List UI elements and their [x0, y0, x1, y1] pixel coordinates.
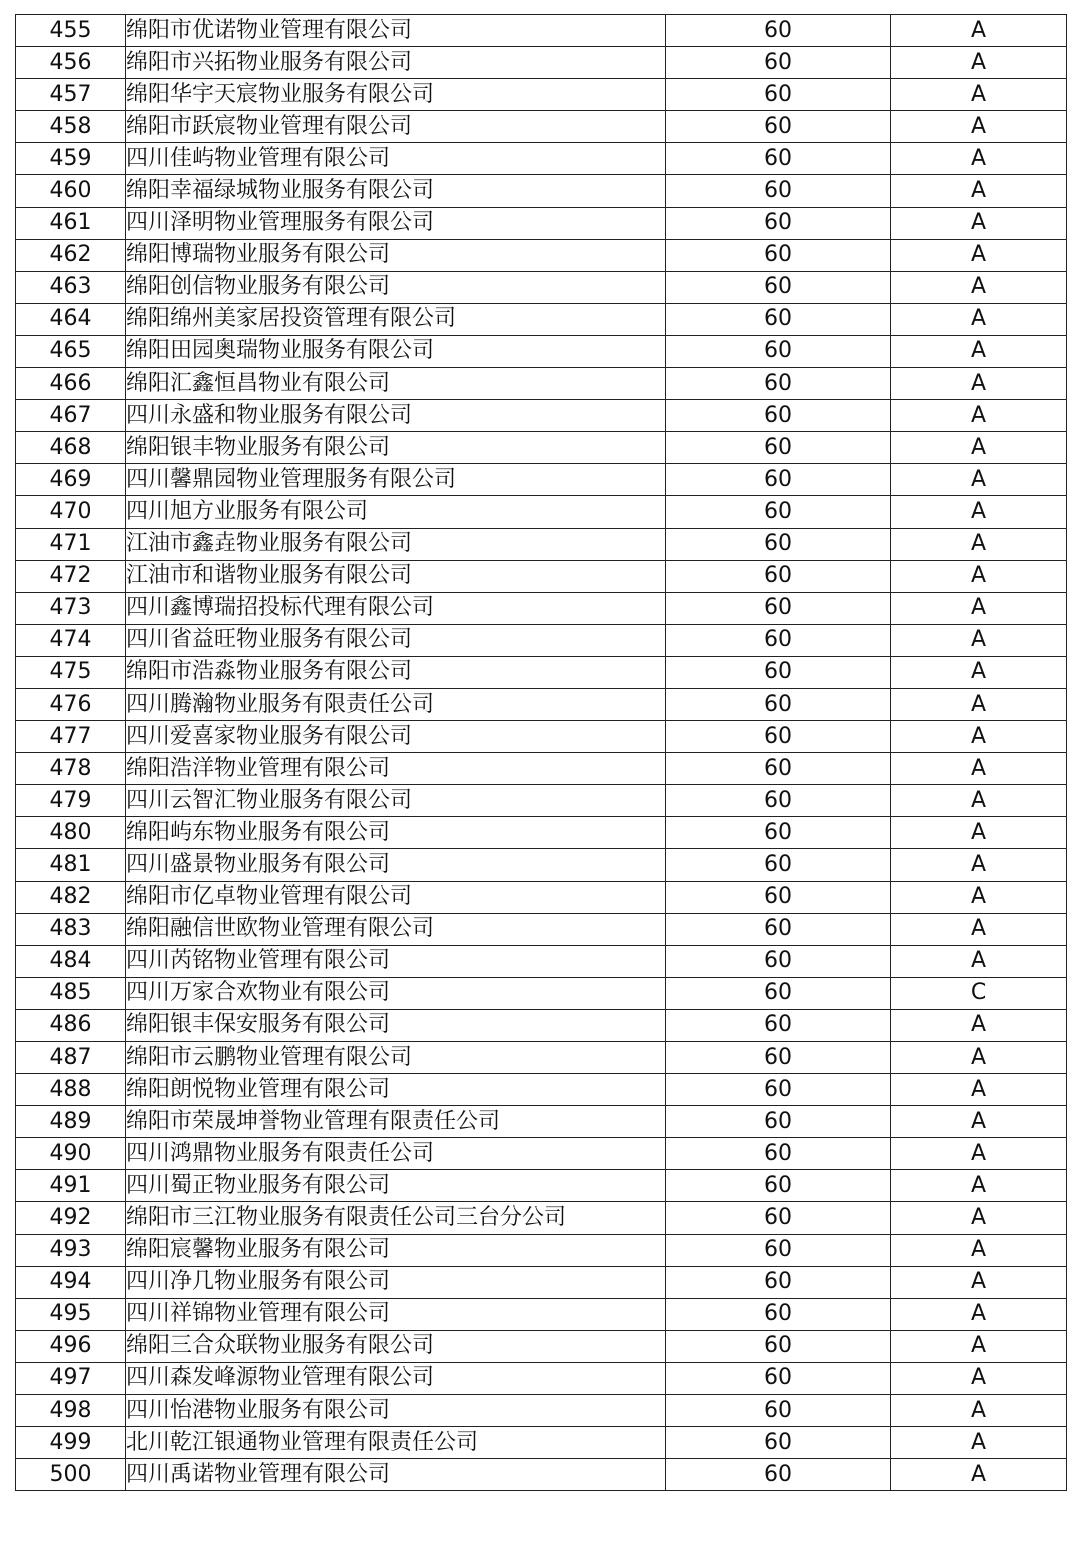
company-name-cell: 四川禹诺物业管理有限公司 — [126, 1459, 666, 1491]
company-name-cell: 绵阳市浩淼物业服务有限公司 — [126, 656, 666, 688]
company-name-cell: 绵阳宸馨物业服务有限公司 — [126, 1234, 666, 1266]
table-row — [16, 1266, 1067, 1298]
row-number-cell: 475 — [16, 656, 126, 688]
company-name-cell: 绵阳市荣晟坤誉物业管理有限责任公司 — [126, 1106, 666, 1138]
company-name-cell: 四川馨鼎园物业管理服务有限公司 — [126, 464, 666, 496]
grade-cell: A — [891, 207, 1067, 239]
row-number-cell: 462 — [16, 239, 126, 271]
table-row — [16, 592, 1067, 624]
row-number-cell: 499 — [16, 1427, 126, 1459]
table-row — [16, 753, 1067, 785]
company-name-cell: 四川净几物业服务有限公司 — [126, 1266, 666, 1298]
grade-cell: A — [891, 592, 1067, 624]
company-name-cell: 四川万家合欢物业有限公司 — [126, 977, 666, 1009]
table-row — [16, 1138, 1067, 1170]
row-number-cell: 474 — [16, 624, 126, 656]
row-number-cell: 498 — [16, 1395, 126, 1427]
score-cell: 60 — [666, 143, 891, 175]
score-cell: 60 — [666, 1170, 891, 1202]
row-number-cell: 477 — [16, 721, 126, 753]
company-name-cell: 四川旭方业服务有限公司 — [126, 496, 666, 528]
row-number-cell: 481 — [16, 849, 126, 881]
company-name-cell: 四川蜀正物业服务有限公司 — [126, 1170, 666, 1202]
grade-cell: A — [891, 528, 1067, 560]
grade-cell: A — [891, 464, 1067, 496]
table-row — [16, 977, 1067, 1009]
table-row — [16, 464, 1067, 496]
company-name-cell: 绵阳朗悦物业管理有限公司 — [126, 1074, 666, 1106]
row-number-cell: 479 — [16, 785, 126, 817]
row-number-cell: 470 — [16, 496, 126, 528]
score-cell: 60 — [666, 977, 891, 1009]
table-row — [16, 945, 1067, 977]
company-name-cell: 绵阳银丰物业服务有限公司 — [126, 432, 666, 464]
grade-cell: A — [891, 849, 1067, 881]
score-cell: 60 — [666, 560, 891, 592]
score-cell: 60 — [666, 817, 891, 849]
score-cell: 60 — [666, 881, 891, 913]
grade-cell: A — [891, 15, 1067, 47]
company-name-cell: 绵阳市优诺物业管理有限公司 — [126, 15, 666, 47]
company-name-cell: 绵阳绵州美家居投资管理有限公司 — [126, 303, 666, 335]
table-row — [16, 1298, 1067, 1330]
table-row — [16, 849, 1067, 881]
score-cell: 60 — [666, 1042, 891, 1074]
row-number-cell: 493 — [16, 1234, 126, 1266]
row-number-cell: 482 — [16, 881, 126, 913]
row-number-cell: 472 — [16, 560, 126, 592]
grade-cell: A — [891, 368, 1067, 400]
company-name-cell: 四川永盛和物业服务有限公司 — [126, 400, 666, 432]
table-row — [16, 496, 1067, 528]
row-number-cell: 483 — [16, 913, 126, 945]
grade-cell: A — [891, 1042, 1067, 1074]
grade-cell: A — [891, 239, 1067, 271]
score-cell: 60 — [666, 335, 891, 367]
row-number-cell: 496 — [16, 1330, 126, 1362]
row-number-cell: 456 — [16, 47, 126, 79]
company-name-cell: 四川怡港物业服务有限公司 — [126, 1395, 666, 1427]
score-cell: 60 — [666, 1459, 891, 1491]
grade-cell: A — [891, 1138, 1067, 1170]
score-cell: 60 — [666, 1234, 891, 1266]
row-number-cell: 495 — [16, 1298, 126, 1330]
table-row — [16, 79, 1067, 111]
grade-cell: A — [891, 335, 1067, 367]
grade-cell: A — [891, 1298, 1067, 1330]
grade-cell: A — [891, 560, 1067, 592]
company-name-cell: 绵阳屿东物业服务有限公司 — [126, 817, 666, 849]
company-name-cell: 四川云智汇物业服务有限公司 — [126, 785, 666, 817]
company-name-cell: 四川盛景物业服务有限公司 — [126, 849, 666, 881]
table-row — [16, 1362, 1067, 1394]
table-row — [16, 368, 1067, 400]
company-name-cell: 江油市和谐物业服务有限公司 — [126, 560, 666, 592]
row-number-cell: 480 — [16, 817, 126, 849]
row-number-cell: 458 — [16, 111, 126, 143]
table-row — [16, 432, 1067, 464]
row-number-cell: 471 — [16, 528, 126, 560]
grade-cell: A — [891, 1234, 1067, 1266]
row-number-cell: 459 — [16, 143, 126, 175]
grade-cell: A — [891, 271, 1067, 303]
grade-cell: A — [891, 432, 1067, 464]
grade-cell: A — [891, 721, 1067, 753]
grade-cell: A — [891, 175, 1067, 207]
row-number-cell: 500 — [16, 1459, 126, 1491]
grade-cell: A — [891, 1427, 1067, 1459]
table-row — [16, 1395, 1067, 1427]
company-name-cell: 绵阳田园奥瑞物业服务有限公司 — [126, 335, 666, 367]
score-cell: 60 — [666, 1266, 891, 1298]
company-name-cell: 绵阳市兴拓物业服务有限公司 — [126, 47, 666, 79]
table-row — [16, 1106, 1067, 1138]
company-name-cell: 四川芮铭物业管理有限公司 — [126, 945, 666, 977]
table-row — [16, 560, 1067, 592]
row-number-cell: 465 — [16, 335, 126, 367]
grade-cell: A — [891, 785, 1067, 817]
grade-cell: A — [891, 496, 1067, 528]
table-body — [16, 15, 1067, 1491]
row-number-cell: 468 — [16, 432, 126, 464]
table-row — [16, 656, 1067, 688]
row-number-cell: 487 — [16, 1042, 126, 1074]
table-row — [16, 1234, 1067, 1266]
score-cell: 60 — [666, 432, 891, 464]
row-number-cell: 461 — [16, 207, 126, 239]
score-cell: 60 — [666, 624, 891, 656]
grade-cell: A — [891, 303, 1067, 335]
score-cell: 60 — [666, 1009, 891, 1041]
document-page — [15, 14, 1066, 1491]
company-name-cell: 四川省益旺物业服务有限公司 — [126, 624, 666, 656]
table-row — [16, 15, 1067, 47]
table-row — [16, 271, 1067, 303]
score-cell: 60 — [666, 656, 891, 688]
grade-cell: A — [891, 1395, 1067, 1427]
grade-cell: A — [891, 624, 1067, 656]
grade-cell: A — [891, 1266, 1067, 1298]
score-cell: 60 — [666, 913, 891, 945]
company-name-cell: 绵阳三合众联物业服务有限公司 — [126, 1330, 666, 1362]
score-cell: 60 — [666, 1074, 891, 1106]
company-name-cell: 江油市鑫垚物业服务有限公司 — [126, 528, 666, 560]
grade-cell: A — [891, 1330, 1067, 1362]
grade-cell: A — [891, 400, 1067, 432]
company-name-cell: 绵阳博瑞物业服务有限公司 — [126, 239, 666, 271]
score-cell: 60 — [666, 464, 891, 496]
score-cell: 60 — [666, 47, 891, 79]
score-cell: 60 — [666, 111, 891, 143]
row-number-cell: 485 — [16, 977, 126, 1009]
table-row — [16, 785, 1067, 817]
score-cell: 60 — [666, 688, 891, 720]
table-row — [16, 111, 1067, 143]
table-row — [16, 47, 1067, 79]
company-name-cell: 绵阳市亿卓物业管理有限公司 — [126, 881, 666, 913]
grade-cell: A — [891, 881, 1067, 913]
company-name-cell: 绵阳融信世欧物业管理有限公司 — [126, 913, 666, 945]
score-cell: 60 — [666, 721, 891, 753]
company-name-cell: 绵阳银丰保安服务有限公司 — [126, 1009, 666, 1041]
score-cell: 60 — [666, 1330, 891, 1362]
company-name-cell: 四川祥锦物业管理有限公司 — [126, 1298, 666, 1330]
grade-cell: A — [891, 913, 1067, 945]
company-name-cell: 绵阳华宇天宸物业服务有限公司 — [126, 79, 666, 111]
table-row — [16, 624, 1067, 656]
score-cell: 60 — [666, 175, 891, 207]
score-cell: 60 — [666, 1427, 891, 1459]
score-cell: 60 — [666, 15, 891, 47]
table-row — [16, 817, 1067, 849]
row-number-cell: 455 — [16, 15, 126, 47]
row-number-cell: 488 — [16, 1074, 126, 1106]
row-number-cell: 484 — [16, 945, 126, 977]
score-cell: 60 — [666, 1395, 891, 1427]
grade-cell: A — [891, 1009, 1067, 1041]
grade-cell: A — [891, 1106, 1067, 1138]
grade-cell: A — [891, 753, 1067, 785]
table-row — [16, 1074, 1067, 1106]
row-number-cell: 492 — [16, 1202, 126, 1234]
score-cell: 60 — [666, 945, 891, 977]
score-cell: 60 — [666, 528, 891, 560]
row-number-cell: 464 — [16, 303, 126, 335]
grade-cell: A — [891, 656, 1067, 688]
company-name-cell: 四川鸿鼎物业服务有限责任公司 — [126, 1138, 666, 1170]
row-number-cell: 463 — [16, 271, 126, 303]
company-name-cell: 绵阳浩洋物业管理有限公司 — [126, 753, 666, 785]
company-name-cell: 四川泽明物业管理服务有限公司 — [126, 207, 666, 239]
table-row — [16, 335, 1067, 367]
score-cell: 60 — [666, 496, 891, 528]
score-cell: 60 — [666, 753, 891, 785]
score-cell: 60 — [666, 1298, 891, 1330]
grade-cell: C — [891, 977, 1067, 1009]
score-cell: 60 — [666, 400, 891, 432]
grade-cell: A — [891, 47, 1067, 79]
score-cell: 60 — [666, 849, 891, 881]
row-number-cell: 457 — [16, 79, 126, 111]
company-name-cell: 四川腾瀚物业服务有限责任公司 — [126, 688, 666, 720]
grade-cell: A — [891, 1459, 1067, 1491]
score-cell: 60 — [666, 239, 891, 271]
score-cell: 60 — [666, 1202, 891, 1234]
row-number-cell: 460 — [16, 175, 126, 207]
company-name-cell: 四川爱喜家物业服务有限公司 — [126, 721, 666, 753]
row-number-cell: 469 — [16, 464, 126, 496]
table-row — [16, 1459, 1067, 1491]
grade-cell: A — [891, 945, 1067, 977]
company-name-cell: 绵阳创信物业服务有限公司 — [126, 271, 666, 303]
row-number-cell: 466 — [16, 368, 126, 400]
company-name-cell: 四川森发峰源物业管理有限公司 — [126, 1362, 666, 1394]
table-row — [16, 1009, 1067, 1041]
grade-cell: A — [891, 688, 1067, 720]
score-cell: 60 — [666, 1138, 891, 1170]
row-number-cell: 497 — [16, 1362, 126, 1394]
table-row — [16, 1042, 1067, 1074]
table-row — [16, 175, 1067, 207]
grade-cell: A — [891, 1074, 1067, 1106]
grade-cell: A — [891, 1170, 1067, 1202]
row-number-cell: 489 — [16, 1106, 126, 1138]
score-cell: 60 — [666, 368, 891, 400]
score-cell: 60 — [666, 592, 891, 624]
row-number-cell: 473 — [16, 592, 126, 624]
table-row — [16, 1202, 1067, 1234]
grade-cell: A — [891, 1202, 1067, 1234]
table-row — [16, 688, 1067, 720]
row-number-cell: 467 — [16, 400, 126, 432]
score-cell: 60 — [666, 1362, 891, 1394]
grade-cell: A — [891, 79, 1067, 111]
company-name-cell: 绵阳幸福绿城物业服务有限公司 — [126, 175, 666, 207]
score-cell: 60 — [666, 785, 891, 817]
table-row — [16, 303, 1067, 335]
row-number-cell: 494 — [16, 1266, 126, 1298]
row-number-cell: 476 — [16, 688, 126, 720]
company-name-cell: 绵阳市跃宸物业管理有限公司 — [126, 111, 666, 143]
table-row — [16, 913, 1067, 945]
row-number-cell: 486 — [16, 1009, 126, 1041]
table-row — [16, 1330, 1067, 1362]
company-rating-table — [15, 14, 1067, 1491]
table-row — [16, 721, 1067, 753]
company-name-cell: 四川佳屿物业管理有限公司 — [126, 143, 666, 175]
table-row — [16, 239, 1067, 271]
row-number-cell: 490 — [16, 1138, 126, 1170]
table-row — [16, 400, 1067, 432]
grade-cell: A — [891, 817, 1067, 849]
row-number-cell: 491 — [16, 1170, 126, 1202]
company-name-cell: 四川鑫博瑞招投标代理有限公司 — [126, 592, 666, 624]
company-name-cell: 绵阳市云鹏物业管理有限公司 — [126, 1042, 666, 1074]
table-row — [16, 207, 1067, 239]
table-row — [16, 881, 1067, 913]
score-cell: 60 — [666, 303, 891, 335]
grade-cell: A — [891, 1362, 1067, 1394]
row-number-cell: 478 — [16, 753, 126, 785]
table-row — [16, 528, 1067, 560]
score-cell: 60 — [666, 79, 891, 111]
table-row — [16, 143, 1067, 175]
score-cell: 60 — [666, 271, 891, 303]
company-name-cell: 绵阳汇鑫恒昌物业有限公司 — [126, 368, 666, 400]
grade-cell: A — [891, 111, 1067, 143]
company-name-cell: 绵阳市三江物业服务有限责任公司三台分公司 — [126, 1202, 666, 1234]
table-row — [16, 1427, 1067, 1459]
company-name-cell: 北川乾江银通物业管理有限责任公司 — [126, 1427, 666, 1459]
table-row — [16, 1170, 1067, 1202]
score-cell: 60 — [666, 1106, 891, 1138]
score-cell: 60 — [666, 207, 891, 239]
grade-cell: A — [891, 143, 1067, 175]
